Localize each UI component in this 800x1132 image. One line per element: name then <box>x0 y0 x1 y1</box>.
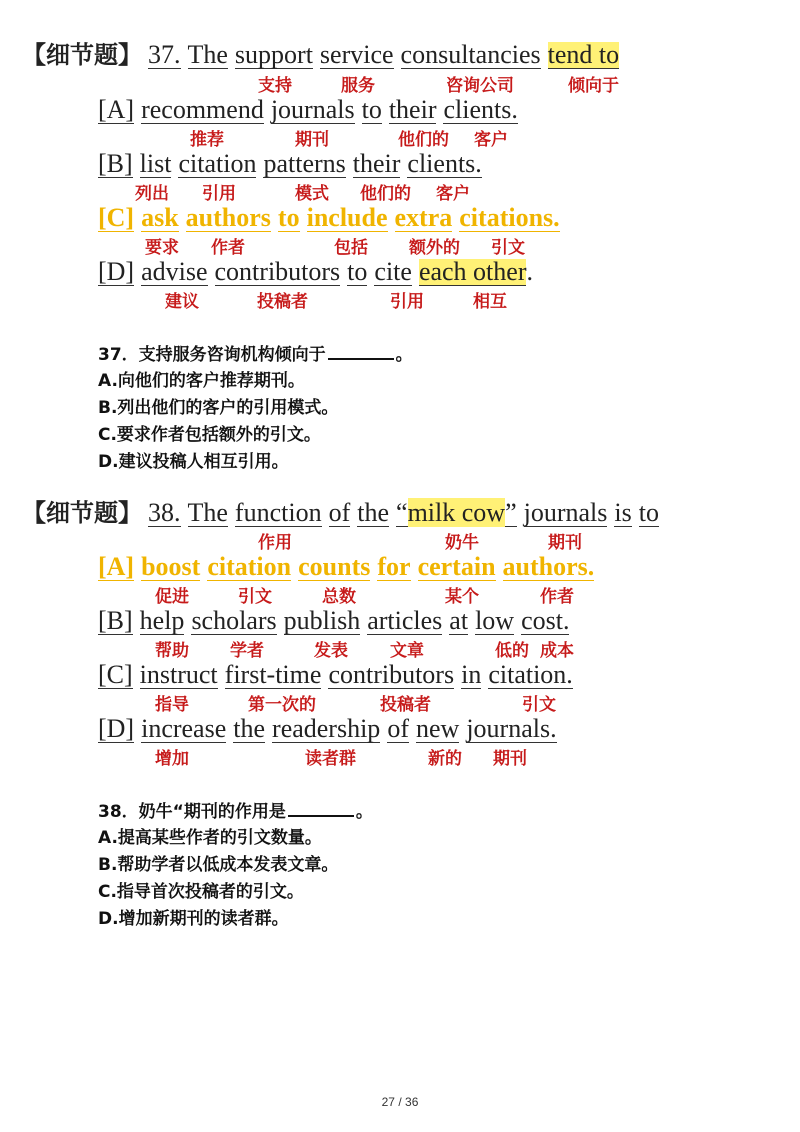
word: increase <box>141 714 227 743</box>
word: first-time <box>224 660 322 689</box>
quoted-term <box>396 500 517 527</box>
word: consultancies <box>400 40 541 69</box>
translation-text: 38．奶牛“期刊的作用是 <box>98 802 286 822</box>
word: in <box>461 660 482 689</box>
word: their <box>352 149 401 178</box>
word: their <box>388 95 437 124</box>
word: patterns <box>263 149 346 178</box>
word: boost <box>141 552 201 581</box>
current-page: 27 <box>381 1095 395 1109</box>
word: to <box>638 498 659 527</box>
word: clients. <box>443 95 518 124</box>
word: function <box>234 498 322 527</box>
q37-option-b <box>98 149 489 179</box>
word: to <box>347 257 368 286</box>
word: to <box>361 95 382 124</box>
q38-option-b <box>98 606 576 636</box>
q38-tag: 【细节题】 <box>22 499 142 527</box>
page-separator: / <box>398 1095 402 1109</box>
word: advise <box>141 257 208 286</box>
translation-text: 37．支持服务咨询机构倾向于 <box>98 345 326 365</box>
gloss-word: 期刊 <box>548 533 582 553</box>
option-label: [D] <box>98 257 135 286</box>
word: certain <box>417 552 496 581</box>
word: recommend <box>141 95 264 124</box>
gloss-word: 增加 <box>155 749 189 769</box>
option-label: [A] <box>98 95 135 124</box>
answer-blank <box>288 800 354 817</box>
word: citation <box>178 149 257 178</box>
answer-blank <box>328 343 394 360</box>
word: ask <box>141 203 179 232</box>
page-number <box>0 1095 800 1109</box>
q37-translation-c: C.要求作者包括额外的引文。 <box>98 425 321 445</box>
gloss-word: 低的 <box>495 641 529 661</box>
option-label: [A] <box>98 552 135 581</box>
gloss-word: 期刊 <box>493 749 527 769</box>
word: is <box>614 498 632 527</box>
gloss-word: 引用 <box>202 184 236 204</box>
q38-translation-stem <box>98 800 373 823</box>
gloss-word: 发表 <box>314 641 348 661</box>
q38-option-c <box>98 660 580 690</box>
gloss-word: 作用 <box>258 533 292 553</box>
word: scholars <box>191 606 277 635</box>
gloss-word: 引文 <box>522 695 556 715</box>
punctuation: . <box>526 257 533 286</box>
gloss-word: 咨询公司 <box>446 76 514 96</box>
gloss-word: 促进 <box>155 587 189 607</box>
word: The <box>187 40 228 69</box>
word: readership <box>272 714 381 743</box>
option-label: [C] <box>98 660 133 689</box>
q38-translation-a: A.提高某些作者的引文数量。 <box>98 828 322 848</box>
q37-translation-b: B.列出他们的客户的引用模式。 <box>98 398 339 418</box>
gloss-word: 建议 <box>165 292 199 312</box>
q37-translation-d: D.建议投稿人相互引用。 <box>98 452 289 472</box>
q38-stem <box>22 498 666 528</box>
word: list <box>139 149 172 178</box>
translation-text: 。 <box>355 802 373 822</box>
word: journals <box>523 498 608 527</box>
word: service <box>319 40 394 69</box>
q37-translation-a: A.向他们的客户推荐期刊。 <box>98 371 305 391</box>
word: citation <box>207 552 292 581</box>
gloss-word: 他们的 <box>360 184 411 204</box>
word: clients. <box>407 149 482 178</box>
gloss-word: 作者 <box>211 238 245 258</box>
gloss-word: 第一次的 <box>248 695 316 715</box>
gloss-word: 引文 <box>491 238 525 258</box>
q37-translation-stem <box>98 343 413 366</box>
word: publish <box>283 606 361 635</box>
total-pages: 36 <box>405 1095 419 1109</box>
gloss-word: 客户 <box>474 130 508 150</box>
word: the <box>233 714 266 743</box>
q38-translation-b: B.帮助学者以低成本发表文章。 <box>98 855 339 875</box>
gloss-word: 奶牛 <box>445 533 479 553</box>
gloss-word: 期刊 <box>295 130 329 150</box>
q38-option-a-answer <box>98 552 601 582</box>
q38-option-d <box>98 714 564 744</box>
gloss-word: 新的 <box>428 749 462 769</box>
gloss-word: 帮助 <box>155 641 189 661</box>
word: citation. <box>488 660 573 689</box>
gloss-word: 投稿者 <box>380 695 431 715</box>
gloss-word: 包括 <box>334 238 368 258</box>
gloss-word: 引文 <box>238 587 272 607</box>
word: of <box>328 498 351 527</box>
option-label: [B] <box>98 606 133 635</box>
quote-mark: ” <box>505 498 517 527</box>
word: The <box>187 498 228 527</box>
word: contributors <box>328 660 455 689</box>
word: extra <box>394 203 453 232</box>
gloss-word: 某个 <box>445 587 479 607</box>
gloss-word: 倾向于 <box>568 76 619 96</box>
option-label: [D] <box>98 714 135 743</box>
word: low <box>475 606 515 635</box>
word: contributors <box>214 257 341 286</box>
word: help <box>139 606 185 635</box>
option-label: [B] <box>98 149 133 178</box>
gloss-word: 总数 <box>322 587 356 607</box>
q37-option-c-answer <box>98 203 567 233</box>
word: new <box>415 714 460 743</box>
word: citations. <box>459 203 560 232</box>
highlighted-phrase: tend to <box>547 40 620 69</box>
gloss-word: 推荐 <box>190 130 224 150</box>
q38-translation-c: C.指导首次投稿者的引文。 <box>98 882 304 902</box>
quote-mark: “ <box>396 498 408 527</box>
gloss-word: 额外的 <box>409 238 460 258</box>
option-label: [C] <box>98 203 135 232</box>
q38-number: 38. <box>148 498 181 527</box>
word: of <box>387 714 409 743</box>
q38-translation-d: D.增加新期刊的读者群。 <box>98 909 289 929</box>
word: cite <box>374 257 412 286</box>
q37-option-a <box>98 95 525 125</box>
word: counts <box>298 552 371 581</box>
gloss-word: 支持 <box>258 76 292 96</box>
gloss-word: 客户 <box>436 184 470 204</box>
gloss-word: 读者群 <box>305 749 356 769</box>
gloss-word: 他们的 <box>398 130 449 150</box>
word: journals. <box>466 714 557 743</box>
word: articles <box>367 606 443 635</box>
q37-number: 37. <box>148 40 181 69</box>
word: to <box>277 203 300 232</box>
gloss-word: 作者 <box>540 587 574 607</box>
gloss-word: 投稿者 <box>257 292 308 312</box>
gloss-word: 列出 <box>135 184 169 204</box>
gloss-word: 指导 <box>155 695 189 715</box>
word: at <box>449 606 469 635</box>
gloss-word: 模式 <box>295 184 329 204</box>
word: authors. <box>502 552 595 581</box>
highlighted-phrase: each other <box>418 257 527 286</box>
gloss-word: 学者 <box>230 641 264 661</box>
gloss-word: 成本 <box>540 641 574 661</box>
q37-option-d <box>98 257 533 287</box>
word: support <box>234 40 313 69</box>
q37-stem <box>22 40 626 70</box>
gloss-word: 要求 <box>145 238 179 258</box>
word: instruct <box>139 660 218 689</box>
gloss-word: 服务 <box>341 76 375 96</box>
word: journals <box>270 95 355 124</box>
translation-text: 。 <box>395 345 413 365</box>
q37-tag: 【细节题】 <box>22 41 142 69</box>
gloss-word: 相互 <box>473 292 507 312</box>
highlighted-phrase: milk cow <box>407 498 506 527</box>
word: include <box>306 203 388 232</box>
word: for <box>377 552 411 581</box>
word: the <box>357 498 390 527</box>
word: cost. <box>521 606 570 635</box>
word: authors <box>185 203 271 232</box>
gloss-word: 引用 <box>390 292 424 312</box>
gloss-word: 文章 <box>390 641 424 661</box>
